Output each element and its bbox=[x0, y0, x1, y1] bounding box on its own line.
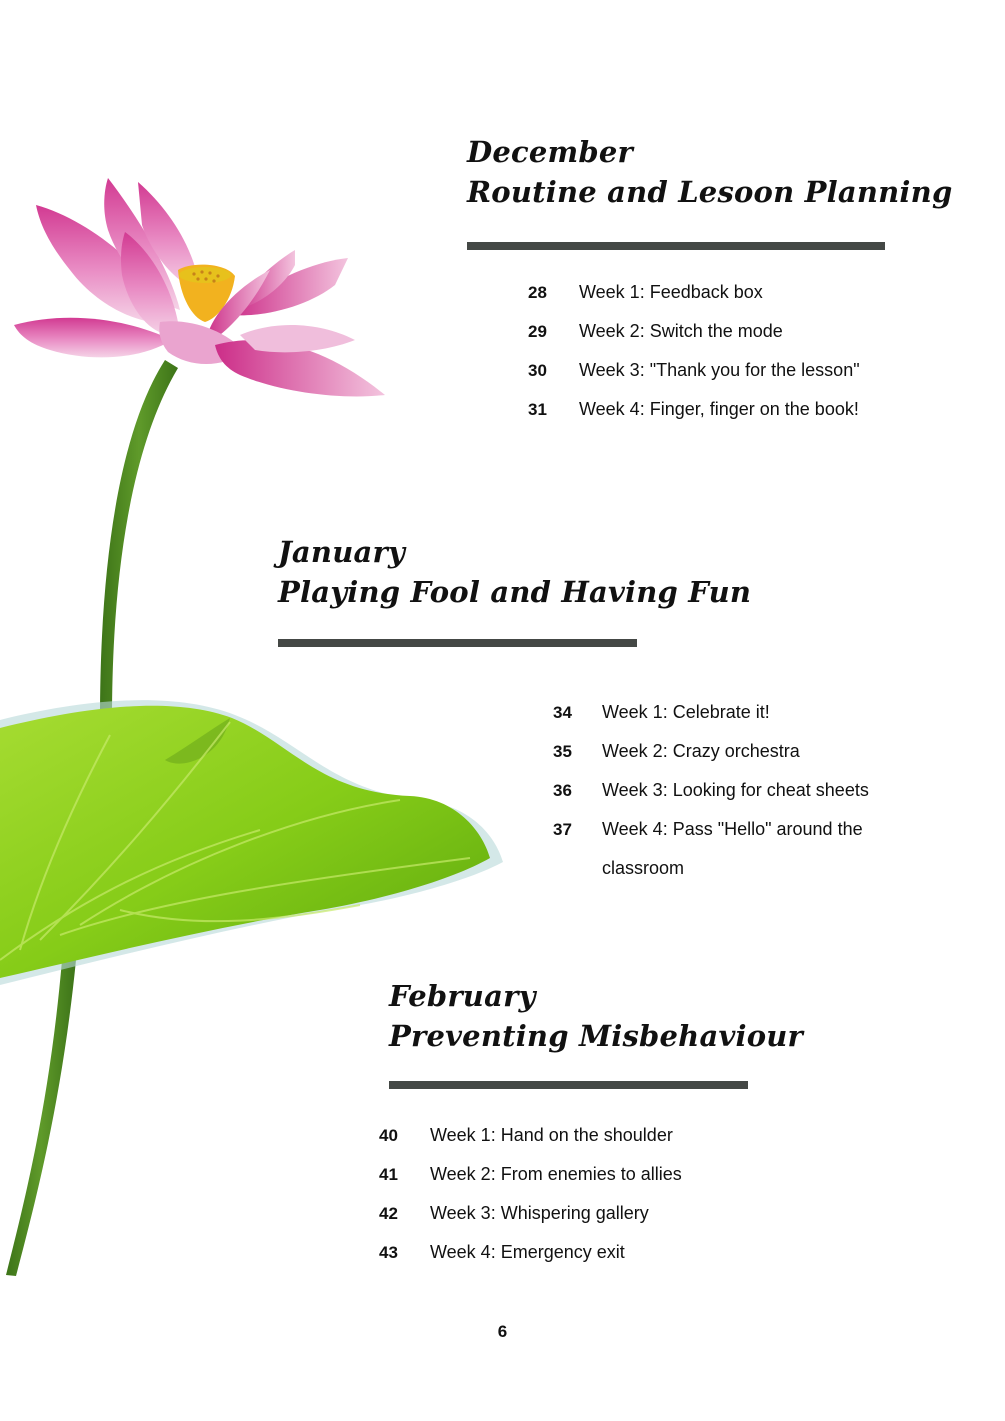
toc-entry-continuation[interactable] bbox=[553, 849, 869, 888]
section-theme: Playing Fool and Having Fun bbox=[278, 575, 752, 609]
entry-page-number: 34 bbox=[553, 703, 572, 722]
entry-title: Week 3: Whispering gallery bbox=[430, 1203, 649, 1223]
entry-title: Week 2: Switch the mode bbox=[579, 321, 783, 341]
entry-title: Week 2: Crazy orchestra bbox=[602, 741, 800, 761]
section-divider bbox=[278, 639, 637, 647]
toc-entry[interactable] bbox=[528, 390, 860, 429]
entry-page-number: 31 bbox=[528, 400, 547, 419]
entry-page-number: 43 bbox=[379, 1243, 398, 1262]
entry-page-number: 35 bbox=[553, 742, 572, 761]
entry-page-number: 37 bbox=[553, 820, 572, 839]
section-month: February bbox=[389, 979, 536, 1013]
section-december bbox=[467, 132, 952, 212]
toc-entry[interactable] bbox=[379, 1155, 682, 1194]
entry-title: Week 4: Finger, finger on the book! bbox=[579, 399, 859, 419]
entry-title: Week 3: "Thank you for the lesson" bbox=[579, 360, 860, 380]
section-month: January bbox=[278, 535, 406, 569]
section-divider bbox=[389, 1081, 748, 1089]
stem bbox=[6, 960, 76, 1276]
section-theme: Preventing Misbehaviour bbox=[389, 1019, 804, 1053]
toc-entry[interactable] bbox=[553, 732, 869, 771]
section-february bbox=[389, 976, 803, 1056]
entry-title-continuation: classroom bbox=[602, 858, 685, 878]
toc-entry[interactable] bbox=[528, 312, 860, 351]
entry-page-number: 29 bbox=[528, 322, 547, 341]
entry-title: Week 4: Emergency exit bbox=[430, 1242, 625, 1262]
section-theme: Routine and Lesoon Planning bbox=[467, 175, 953, 209]
section-month: December bbox=[467, 135, 633, 169]
toc-entry[interactable] bbox=[379, 1194, 682, 1233]
toc-entry[interactable] bbox=[553, 771, 869, 810]
entry-list-january bbox=[553, 693, 869, 888]
entry-page-number: 28 bbox=[528, 283, 547, 302]
entry-title: Week 1: Celebrate it! bbox=[602, 702, 770, 722]
entry-page-number: 40 bbox=[379, 1126, 398, 1145]
entry-title: Week 4: Pass "Hello" around the bbox=[602, 819, 863, 839]
entry-page-number: 30 bbox=[528, 361, 547, 380]
entry-title: Week 1: Hand on the shoulder bbox=[430, 1125, 673, 1145]
entry-page-number: 42 bbox=[379, 1204, 398, 1223]
entry-list-february bbox=[379, 1116, 682, 1272]
toc-entry[interactable] bbox=[379, 1233, 682, 1272]
section-january bbox=[278, 532, 751, 612]
toc-entry[interactable] bbox=[379, 1116, 682, 1155]
toc-entry[interactable] bbox=[553, 693, 869, 732]
toc-entry[interactable] bbox=[528, 273, 860, 312]
entry-list-december bbox=[528, 273, 860, 429]
page-number: 6 bbox=[497, 1322, 508, 1341]
entry-title: Week 3: Looking for cheat sheets bbox=[602, 780, 869, 800]
toc-entry[interactable] bbox=[553, 810, 869, 849]
entry-page-number: 36 bbox=[553, 781, 572, 800]
stem bbox=[100, 360, 178, 720]
toc-entry[interactable] bbox=[528, 351, 860, 390]
lotus-petal bbox=[240, 325, 355, 352]
entry-title: Week 2: From enemies to allies bbox=[430, 1164, 682, 1184]
entry-title: Week 1: Feedback box bbox=[579, 282, 763, 302]
section-divider bbox=[467, 242, 885, 250]
entry-page-number: 41 bbox=[379, 1165, 398, 1184]
